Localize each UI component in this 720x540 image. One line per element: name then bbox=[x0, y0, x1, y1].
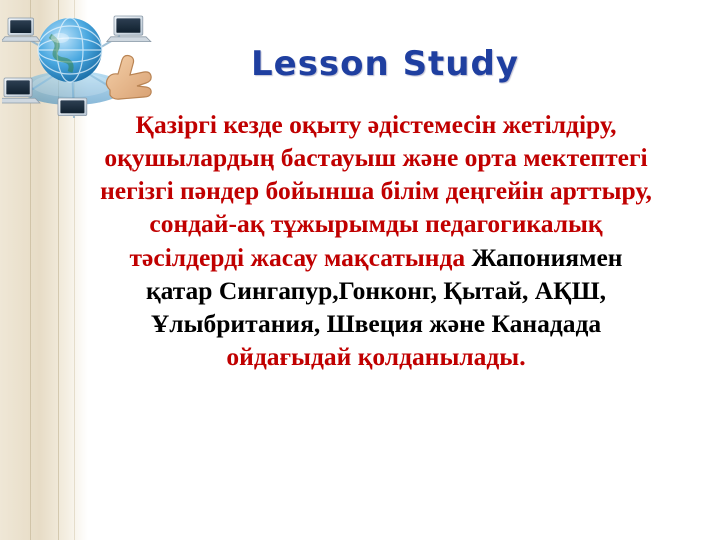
body-paragraph bbox=[96, 108, 656, 373]
body-segment-1: Қазіргі кезде оқыту әдістемесін жетілдіру, оқушылардың бастауыш және орта мектептегі негізгі пәндер бойынша білім деңгейін арттыру, сондай-ақ тұжырымды педагогикалық тәсілдерді жасау мақсатында bbox=[100, 110, 652, 272]
body-segment-3: ойдағыдай қолданылады. bbox=[226, 341, 526, 371]
page-title: Lesson Study bbox=[250, 44, 520, 84]
pointing-hand-icon bbox=[106, 56, 151, 100]
body-segment-2: Жапониямен қатар Сингапур,Гонконг, Қытай, АҚШ, Ұлыбритания, Швеция және Канадада bbox=[145, 242, 623, 338]
